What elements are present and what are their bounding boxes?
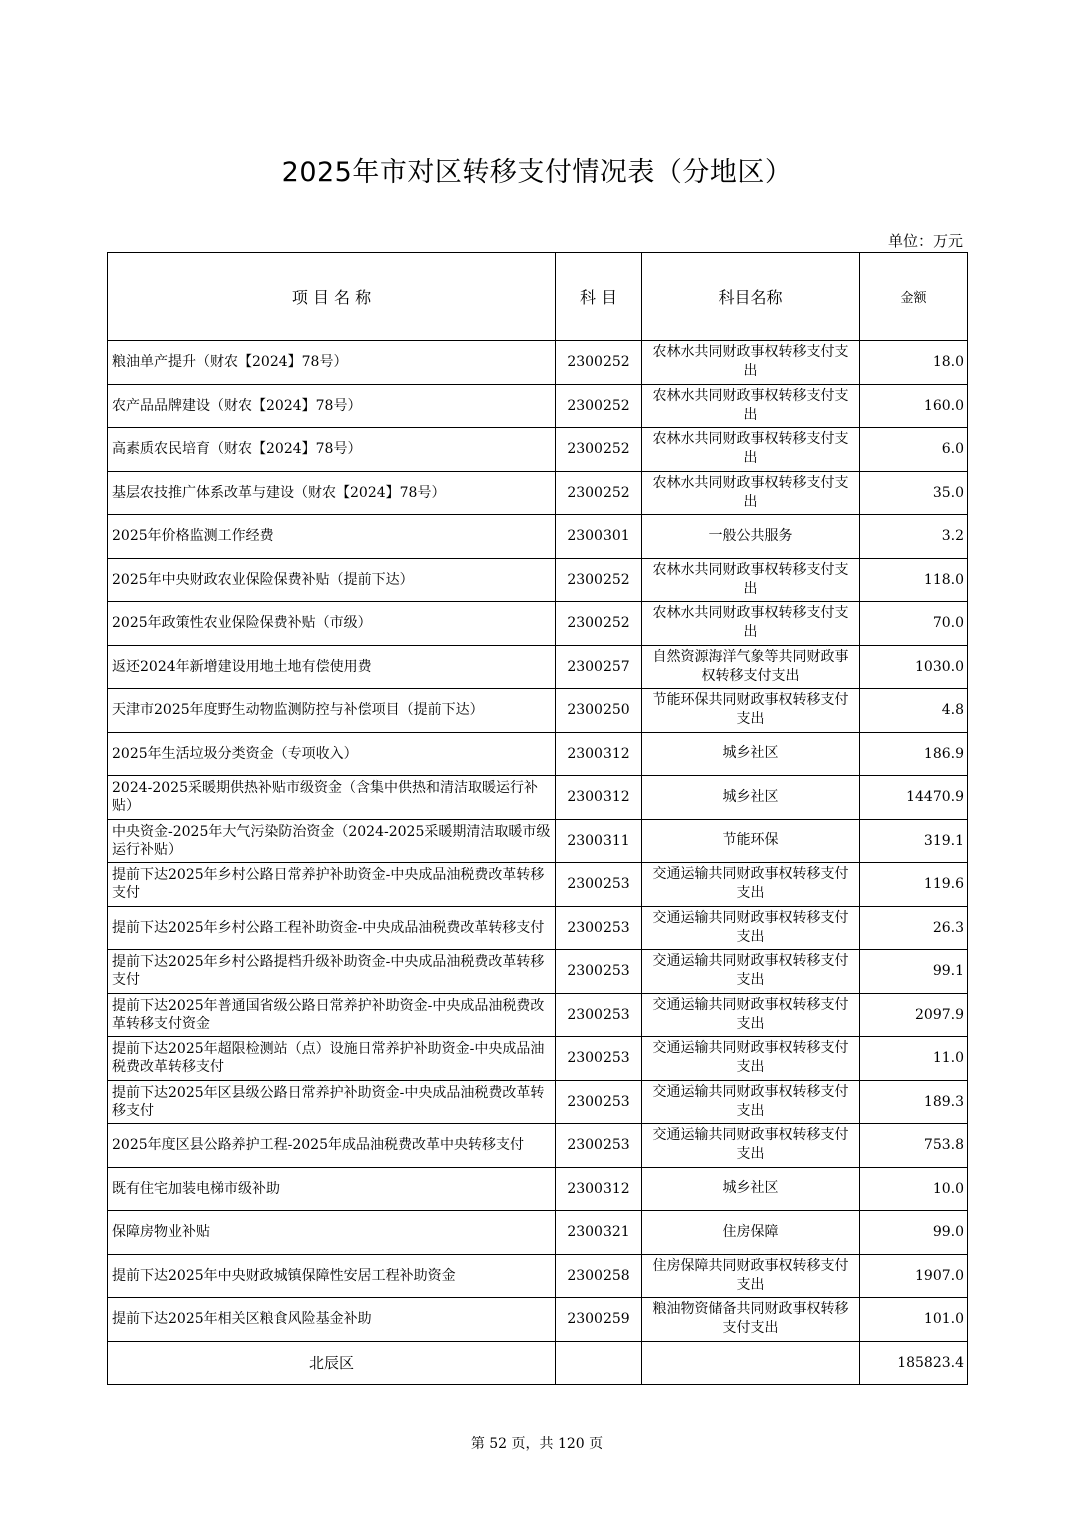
cell-name: 2025年政策性农业保险保费补贴（市级） [108,602,556,646]
table-row [108,1211,968,1255]
cell-code: 2300253 [556,950,642,994]
cell-name: 提前下达2025年相关区粮食风险基金补助 [108,1298,556,1342]
header-name: 项 目 名 称 [108,253,556,341]
cell-amount: 70.0 [860,602,968,646]
cell-code: 2300312 [556,776,642,820]
table-row [108,1254,968,1298]
cell-code: 2300253 [556,1124,642,1168]
cell-name: 2025年生活垃圾分类资金（专项收入） [108,732,556,776]
cell-name: 提前下达2025年超限检测站（点）设施日常养护补助资金-中央成品油税费改革转移支付 [108,1037,556,1081]
cell-code: 2300312 [556,732,642,776]
cell-amount: 99.0 [860,1211,968,1255]
cell-code: 2300253 [556,1037,642,1081]
page-title: 2025年市对区转移支付情况表（分地区） [281,157,793,188]
cell-name: 农产品品牌建设（财农【2024】78号） [108,384,556,428]
cell-category: 城乡社区 [642,732,860,776]
cell-name: 提前下达2025年中央财政城镇保障性安居工程补助资金 [108,1254,556,1298]
cell-amount: 14470.9 [860,776,968,820]
cell-name: 提前下达2025年乡村公路日常养护补助资金-中央成品油税费改革转移支付 [108,863,556,907]
cell-amount: 6.0 [860,428,968,472]
cell-amount: 2097.9 [860,993,968,1037]
cell-category: 农林水共同财政事权转移支付支出 [642,428,860,472]
cell-category: 农林水共同财政事权转移支付支出 [642,341,860,385]
cell-code [556,1341,642,1385]
cell-category: 住房保障共同财政事权转移支付支出 [642,1254,860,1298]
header-amount: 金额 [860,253,968,341]
cell-name: 既有住宅加装电梯市级补助 [108,1167,556,1211]
cell-name: 基层农技推广体系改革与建设（财农【2024】78号） [108,471,556,515]
cell-name: 天津市2025年度野生动物监测防控与补偿项目（提前下达） [108,689,556,733]
table-row [108,558,968,602]
cell-amount: 4.8 [860,689,968,733]
table-row [108,906,968,950]
total-row [108,1341,968,1385]
table-row [108,993,968,1037]
cell-code: 2300252 [556,471,642,515]
table-row [108,1080,968,1124]
table-row [108,732,968,776]
cell-name: 提前下达2025年区县级公路日常养护补助资金-中央成品油税费改革转移支付 [108,1080,556,1124]
cell-category: 一般公共服务 [642,515,860,559]
cell-code: 2300311 [556,819,642,863]
cell-category: 节能环保 [642,819,860,863]
cell-category: 城乡社区 [642,776,860,820]
cell-name: 北辰区 [108,1341,556,1385]
cell-category: 自然资源海洋气象等共同财政事权转移支付支出 [642,645,860,689]
cell-amount: 11.0 [860,1037,968,1081]
cell-category: 农林水共同财政事权转移支付支出 [642,558,860,602]
cell-amount: 26.3 [860,906,968,950]
cell-category: 交通运输共同财政事权转移支付支出 [642,1080,860,1124]
cell-category: 交通运输共同财政事权转移支付支出 [642,1037,860,1081]
header-code: 科 目 [556,253,642,341]
cell-amount: 160.0 [860,384,968,428]
cell-amount: 99.1 [860,950,968,994]
cell-category: 城乡社区 [642,1167,860,1211]
cell-category: 农林水共同财政事权转移支付支出 [642,471,860,515]
table-row [108,515,968,559]
table-row [108,1124,968,1168]
table-row [108,776,968,820]
cell-category: 农林水共同财政事权转移支付支出 [642,602,860,646]
table-row [108,689,968,733]
cell-code: 2300252 [556,428,642,472]
cell-name: 中央资金-2025年大气污染防治资金（2024-2025采暖期清洁取暖市级运行补贴） [108,819,556,863]
cell-amount: 118.0 [860,558,968,602]
cell-amount: 1907.0 [860,1254,968,1298]
transfer-payment-table [107,252,968,1385]
table-row [108,602,968,646]
cell-name: 2024-2025采暖期供热补贴市级资金（含集中供热和清洁取暖运行补贴） [108,776,556,820]
cell-amount: 186.9 [860,732,968,776]
cell-code: 2300259 [556,1298,642,1342]
cell-category: 住房保障 [642,1211,860,1255]
cell-code: 2300252 [556,384,642,428]
cell-name: 提前下达2025年乡村公路提档升级补助资金-中央成品油税费改革转移支付 [108,950,556,994]
cell-code: 2300312 [556,1167,642,1211]
cell-category [642,1341,860,1385]
table-row [108,1037,968,1081]
table-header-row [108,253,968,341]
cell-category: 交通运输共同财政事权转移支付支出 [642,950,860,994]
cell-name: 提前下达2025年普通国省级公路日常养护补助资金-中央成品油税费改革转移支付资金 [108,993,556,1037]
cell-name: 保障房物业补贴 [108,1211,556,1255]
cell-category: 农林水共同财政事权转移支付支出 [642,384,860,428]
cell-category: 交通运输共同财政事权转移支付支出 [642,1124,860,1168]
cell-amount: 35.0 [860,471,968,515]
cell-amount: 319.1 [860,819,968,863]
cell-code: 2300253 [556,906,642,950]
cell-amount: 101.0 [860,1298,968,1342]
cell-amount: 3.2 [860,515,968,559]
cell-code: 2300252 [556,341,642,385]
cell-name: 返还2024年新增建设用地土地有偿使用费 [108,645,556,689]
cell-code: 2300257 [556,645,642,689]
cell-code: 2300252 [556,558,642,602]
cell-code: 2300321 [556,1211,642,1255]
table-row [108,1298,968,1342]
cell-code: 2300253 [556,1080,642,1124]
cell-category: 粮油物资储备共同财政事权转移支付支出 [642,1298,860,1342]
table-row [108,950,968,994]
table-row [108,384,968,428]
cell-code: 2300258 [556,1254,642,1298]
table-row [108,645,968,689]
unit-label: 单位：万元 [887,232,963,250]
cell-category: 交通运输共同财政事权转移支付支出 [642,863,860,907]
cell-category: 节能环保共同财政事权转移支付支出 [642,689,860,733]
cell-code: 2300250 [556,689,642,733]
cell-code: 2300252 [556,602,642,646]
cell-name: 2025年价格监测工作经费 [108,515,556,559]
cell-name: 2025年中央财政农业保险保费补贴（提前下达） [108,558,556,602]
cell-name: 2025年度区县公路养护工程-2025年成品油税费改革中央转移支付 [108,1124,556,1168]
cell-amount: 18.0 [860,341,968,385]
cell-code: 2300253 [556,993,642,1037]
table-row [108,471,968,515]
page-footer: 第 52 页，共 120 页 [470,1436,604,1452]
cell-amount: 10.0 [860,1167,968,1211]
cell-amount: 119.6 [860,863,968,907]
cell-amount: 189.3 [860,1080,968,1124]
table-row [108,863,968,907]
cell-code: 2300301 [556,515,642,559]
cell-name: 提前下达2025年乡村公路工程补助资金-中央成品油税费改革转移支付 [108,906,556,950]
table-row [108,819,968,863]
table-row [108,341,968,385]
table-row [108,1167,968,1211]
cell-name: 粮油单产提升（财农【2024】78号） [108,341,556,385]
cell-amount: 185823.4 [860,1341,968,1385]
cell-name: 高素质农民培育（财农【2024】78号） [108,428,556,472]
table-row [108,428,968,472]
cell-amount: 1030.0 [860,645,968,689]
cell-code: 2300253 [556,863,642,907]
header-category: 科目名称 [642,253,860,341]
cell-category: 交通运输共同财政事权转移支付支出 [642,993,860,1037]
cell-amount: 753.8 [860,1124,968,1168]
cell-category: 交通运输共同财政事权转移支付支出 [642,906,860,950]
